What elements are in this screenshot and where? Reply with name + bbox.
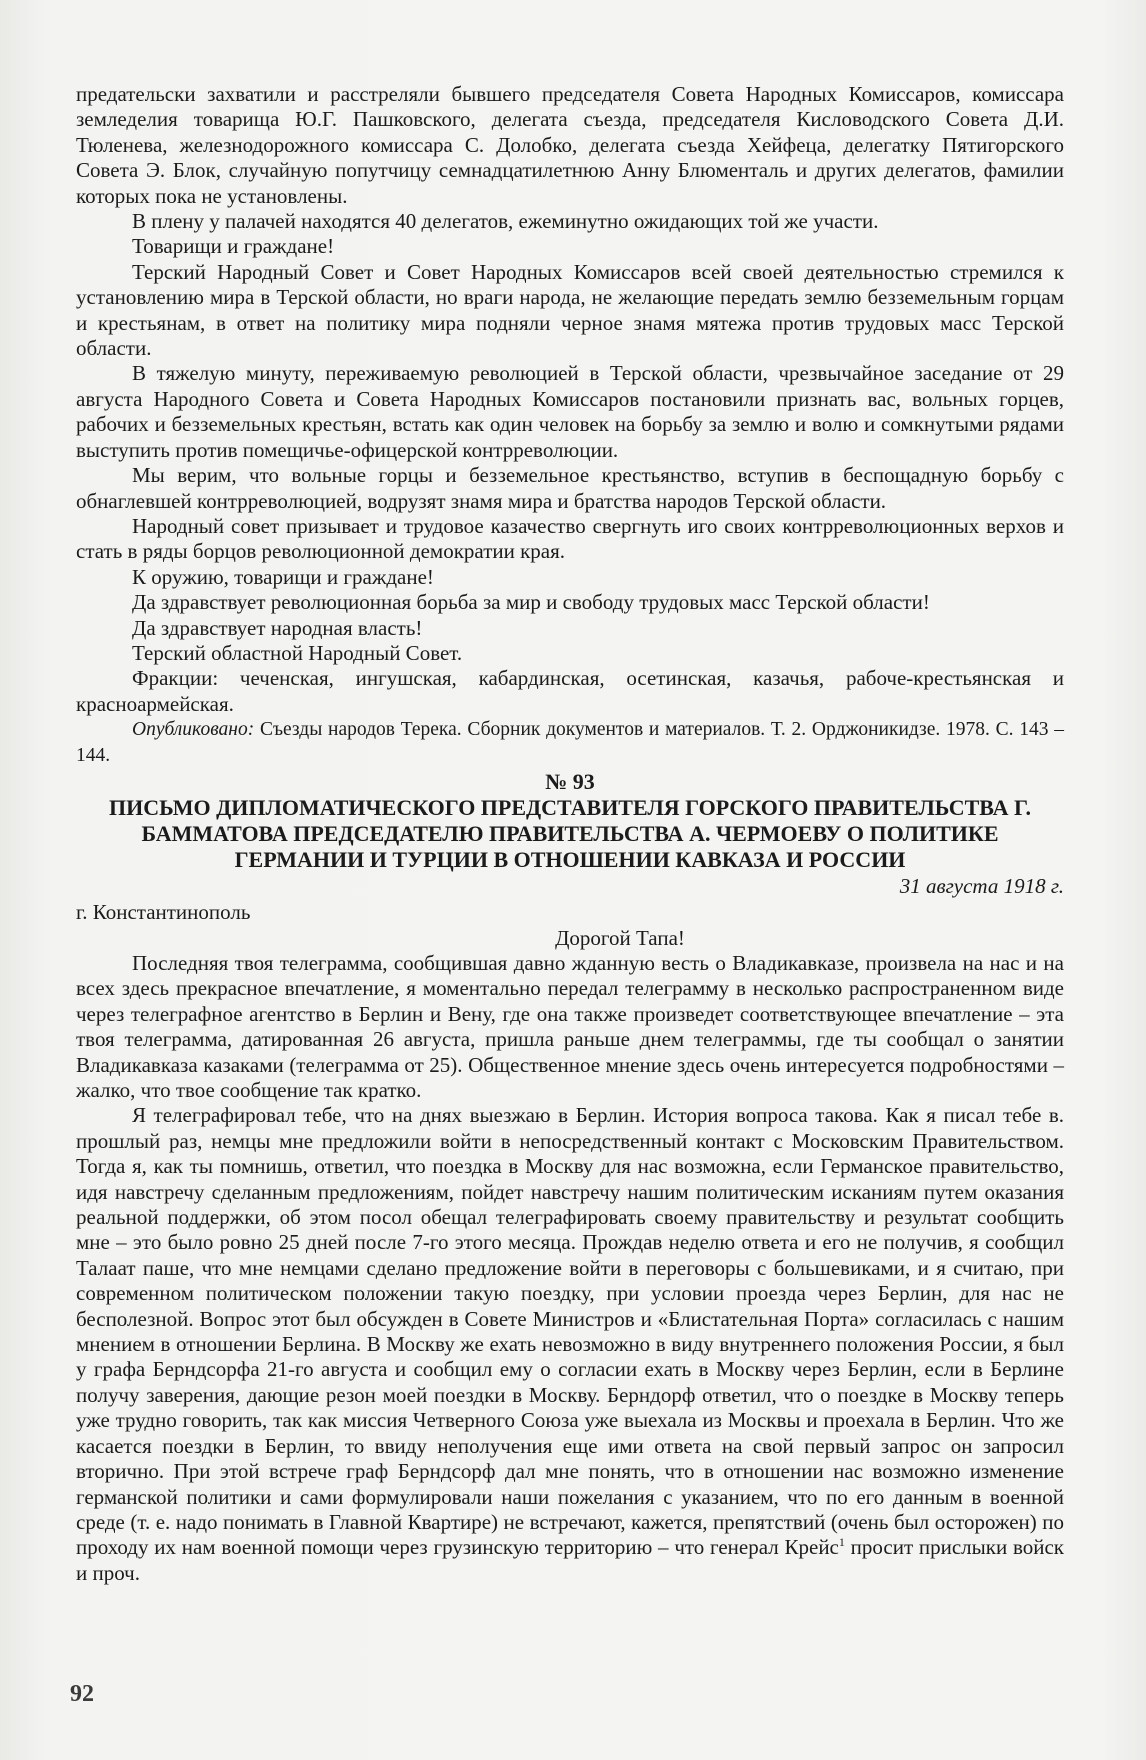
paragraph: Последняя твоя телеграмма, сообщившая давно жданную весть о Владикавказе, произвела на нас и на всех здесь прекрасное впечатление, я моментально передал телеграмму в несколько распространенном виде через телеграфное агентство в Берлин и Вену, где она также произведет соответствующее впечатление – эта твоя телеграмма, датированная 26 августа, пришла раньше днем телеграммы, где ты сообщал о занятии Владикавказа казаками (телеграмма от 25). Общественное мнение здесь очень интересуется подробностями – жалко, что твое сообщение так кратко. — [76, 950, 1064, 1102]
paragraph — [76, 1103, 1064, 1586]
paragraph: Да здравствует революционная борьба за мир и свободу трудовых масс Терской области! — [132, 590, 930, 615]
document-place: г. Константинополь — [76, 899, 251, 924]
paragraph: Да здравствует народная власть! — [132, 615, 423, 640]
paragraph: К оружию, товарищи и граждане! — [132, 564, 434, 589]
source-note — [76, 717, 1064, 768]
paragraph: Терский Народный Совет и Совет Народных Комиссаров всей своей деятельностью стремился к установлению мира в Терской области, но враги народа, не желающие передать землю безземельным горцам и крестьянам, в ответ на политику мира подняли черное знамя мятежа против трудовых масс Терской области. — [76, 259, 1064, 361]
paragraph: В плену у палачей находятся 40 делегатов, ежеминутно ожидающих той же участи. — [132, 209, 879, 234]
paragraph-text: Я телеграфировал тебе, что на днях выезжаю в Берлин. История вопроса такова. Как я писал тебе в. прошлый раз, немцы мне предложили войти в непосредственный контакт с Московским Правительством. Тогда я, как ты помнишь, ответил, что поездка в Москву для нас возможна, если Германское правительство, идя навстречу сделанным предложениям, пойдет навстречу нашим политическим исканиям путем оказания реальной поддержки, об этом посол обещал телеграфировать своему правительству и результат сообщить мне – это было ровно 25 дней после 7-го этого месяца. Прождав неделю ответа и его не получив, я сообщил Талаат паше, что мне немцами сделано предложение войти в переговоры с большевиками, и я считаю, при современном политическом положении такую поездку, при условии проезда через Берлин, для нас не бесполезной. Вопрос этот был обсужден в Совете Министров и «Блистательная Порта» согласилась с нашим мнением в отношении Берлина. В Москву же ехать невозможно в виду внутреннего положения России, я был у графа Берндсорфа 21-го августа и сообщил ему о согласии ехать в Москву через Берлин, если в Берлине получу заверения, дающие резон моей поездки в Москву. Берндорф ответил, что о поездке в Москву теперь уже трудно говорить, так как миссия Четверного Союза уже выехала из Москвы и проехала в Берлин. Что же касается поездки в Берлин, то ввиду неполучения еще ими ответа на свой первый запрос он запросил вторично. При этой встрече граф Берндсорф дал мне понять, что в отношении нас возможно изменение германской политики и сами формулировали наши пожелания с указанием, что по его данным в военной среде (т. е. надо понимать в Главной Квартире) не встречают, кажется, препятствий (очень был осторожен) по проходу их нам военной помощи через грузинскую территорию – что генерал Крейс — [76, 1103, 1064, 1560]
paragraph: В тяжелую минуту, переживаемую революцией в Терской области, чрезвычайное заседание от 29 августа Народного Совета и Совета Народных Комиссаров постановили признать вас, вольных горцев, рабочих и безземельных крестьян, встать как один человек на борьбу за землю и волю и сомкнутыми рядами выступить против помещичье-офицерской контрреволюции. — [76, 361, 1064, 462]
document-title: ПИСЬМО ДИПЛОМАТИЧЕСКОГО ПРЕДСТАВИТЕЛЯ ГОРСКОГО ПРАВИТЕЛЬСТВА Г. БАММАТОВА ПРЕДСЕДАТЕЛЮ ПРАВИТЕЛЬСТВА А. ЧЕРМОЕВУ О ПОЛИТИКЕ ГЕРМАНИИ И ТУРЦИИ В ОТНОШЕНИИ КАВКАЗА И РОССИИ — [109, 794, 1031, 872]
paragraph: Народный совет призывает и трудовое казачество свергнуть иго своих контрреволюционных верхов и стать в ряды борцов революционной демократии края. — [76, 513, 1064, 564]
source-text: Съезды народов Терека. Сборник документов и материалов. Т. 2. Орджоникидзе. 1978. С. 143 – 144. — [76, 719, 1064, 766]
source-label: Опубликовано: — [132, 719, 255, 741]
text-column — [76, 82, 1064, 1586]
paragraph: Фракции: чеченская, ингушская, кабардинская, осетинская, казачья, рабоче-крестьянская и красноармейская. — [76, 666, 1064, 716]
paragraph-text: просит прислыки войск и проч. — [76, 1535, 1064, 1585]
letter-greeting: Дорогой Тапа! — [555, 925, 685, 950]
paragraph: предательски захватили и расстреляли бывшего председателя Совета Народных Комиссаров, комиссара земледелия товарища Ю.Г. Пашковского, делегата съезда, председателя Кисловодского Совета Д.И. Тюленева, железнодорожного комиссара С. Долобко, делегата съезда Хейфеца, делегатку Пятигорского Совета Э. Блок, случайную попутчицу семнадцатилетнюю Анну Блюменталь и других делегатов, фамилии которых пока не установлены. — [76, 82, 1064, 208]
paragraph: Товарищи и граждане! — [132, 234, 335, 259]
paragraph: Терский областной Народный Совет. — [132, 640, 463, 665]
footnote-marker: 1 — [838, 1535, 845, 1550]
page-number: 92 — [70, 1681, 94, 1707]
paragraph: Мы верим, что вольные горцы и безземельное крестьянство, вступив в беспощадную борьбу с обнаглевшей контрреволюцией, водрузят знамя мира и братства народов Терской области. — [76, 463, 1064, 513]
document-number: № 93 — [545, 768, 595, 794]
document-date: 31 августа 1918 г. — [899, 873, 1064, 898]
